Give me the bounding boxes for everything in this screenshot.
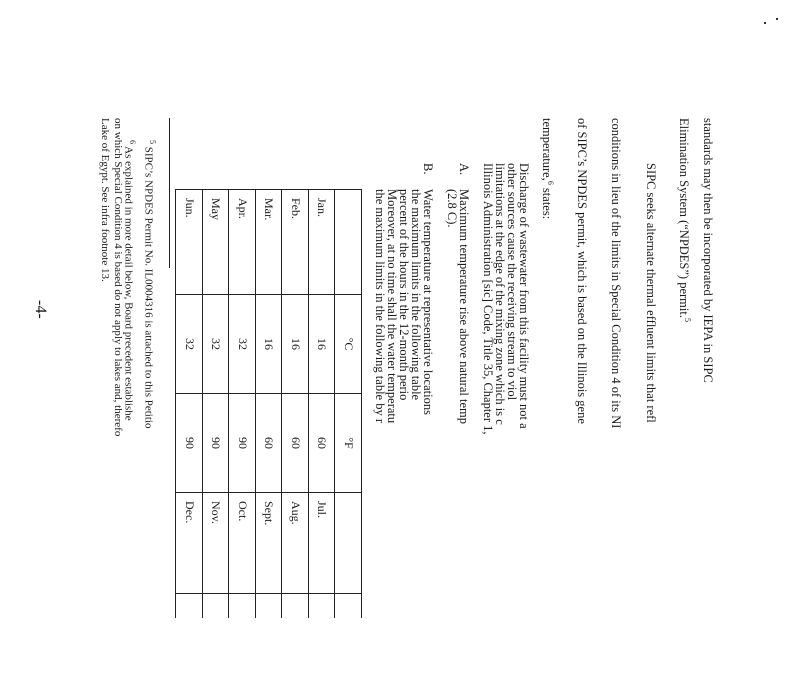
item-b-line-1: Water temperature at representative locations xyxy=(421,189,435,415)
quote-line-4: Illinois Administration [sic] Code, Title 35, Chapter 1, xyxy=(481,163,495,435)
footnote-5 xyxy=(142,140,156,428)
month-cell: Dec. xyxy=(176,493,203,594)
quote-line-1: Discharge of wastewater from this facility must not a xyxy=(517,163,531,429)
footnote-marker: 5 xyxy=(148,140,157,144)
table-row xyxy=(229,190,256,619)
scan-speck xyxy=(764,22,766,24)
table-cell xyxy=(176,594,203,607)
fahrenheit-cell: 90 xyxy=(203,394,230,493)
footnote-ref-5: 5 xyxy=(683,317,692,322)
quote-line-2: other sources cause the receiving stream to viol xyxy=(505,163,519,401)
table-header-cell xyxy=(335,606,362,618)
month-cell: Mar. xyxy=(256,190,283,295)
table-cell xyxy=(229,594,256,607)
table-cell xyxy=(176,606,203,618)
body-line-4: conditions in lieu of the limits in Special Condition 4 of its NI xyxy=(609,118,623,429)
table-cell xyxy=(256,594,283,607)
celsius-cell: 16 xyxy=(256,295,283,394)
celsius-cell: 32 xyxy=(176,295,203,394)
month-cell: Nov. xyxy=(203,493,230,594)
item-b-line-3: percent of the hours in the 12-month perio xyxy=(397,189,411,401)
item-a-label: A. xyxy=(457,163,471,176)
month-cell: Apr. xyxy=(229,190,256,295)
fahrenheit-cell: 90 xyxy=(229,394,256,493)
table-header-cell xyxy=(335,594,362,607)
table-row xyxy=(309,190,336,619)
footnote-text: SIPC’s NPDES Permit No. IL0004316 is attached to this Petitio xyxy=(142,146,155,429)
month-cell: Jan. xyxy=(309,190,336,295)
quote-line-3: limitations at the edge of the mixing zone which is c xyxy=(493,163,507,425)
celsius-cell: 32 xyxy=(229,295,256,394)
table-row xyxy=(256,190,283,619)
fahrenheit-cell: 60 xyxy=(256,394,283,493)
footnote-6-line-2: on which Special Condition 4 is based do not apply to lakes and, therefo xyxy=(112,118,124,437)
table-cell xyxy=(256,606,283,618)
footnote-6-line-3: Lake of Egypt. See infra footnote 13. xyxy=(99,118,111,282)
celsius-cell: 16 xyxy=(282,295,309,394)
table-cell xyxy=(203,606,230,618)
celsius-cell: 16 xyxy=(309,295,336,394)
footnote-6-line-1 xyxy=(122,140,136,421)
month-cell: Jul. xyxy=(309,493,336,594)
table-cell xyxy=(203,594,230,607)
month-cell: Feb. xyxy=(282,190,309,295)
footnote-ref-6: 6 xyxy=(546,180,555,185)
footnote-separator xyxy=(169,118,170,268)
footnote-text: As explained in more detail below, Board precedent establishe xyxy=(122,146,135,421)
table-header-cell: °F xyxy=(335,394,362,493)
table-cell xyxy=(229,606,256,618)
item-b-line-5: the maximum limits in the following table by r xyxy=(373,189,387,423)
item-b-line-2: the maximum limits in the following table xyxy=(409,189,423,401)
fahrenheit-cell: 90 xyxy=(176,394,203,493)
table-row xyxy=(176,190,203,619)
table-row xyxy=(282,190,309,619)
fahrenheit-cell: 60 xyxy=(309,394,336,493)
celsius-cell: 32 xyxy=(203,295,230,394)
table-header-row xyxy=(335,190,362,619)
item-b-label: B. xyxy=(421,163,435,175)
month-cell: Oct. xyxy=(229,493,256,594)
table-row xyxy=(203,190,230,619)
page-number: -4- xyxy=(32,300,49,319)
item-a-line-2: (2.8 C). xyxy=(445,189,459,228)
footnote-marker: 6 xyxy=(128,140,137,144)
body-text: standards may then be incorporated by IEPA in SIPC xyxy=(701,118,715,383)
table-header-cell: °C xyxy=(335,295,362,394)
body-line-5: of SIPC’s NPDES permit, which is based on the Illinois gene xyxy=(575,118,589,424)
body-line-3: SIPC seeks alternate thermal effluent limits that refl xyxy=(644,163,658,423)
table-cell xyxy=(309,594,336,607)
body-line-6: temperature,$^6$ states: xyxy=(539,118,555,220)
fahrenheit-cell: 60 xyxy=(282,394,309,493)
month-cell: Aug. xyxy=(282,493,309,594)
table-header-cell xyxy=(335,190,362,295)
month-cell: Sept. xyxy=(256,493,283,594)
table-cell xyxy=(282,594,309,607)
month-cell: Jun. xyxy=(176,190,203,295)
month-cell: May xyxy=(203,190,230,295)
table-cell xyxy=(282,606,309,618)
table-cell xyxy=(309,606,336,618)
temperature-limits-table xyxy=(176,189,363,618)
item-b-line-4: Moreover, at no time shall the water temperatu xyxy=(385,189,399,424)
item-a-line-1: Maximum temperature rise above natural temp xyxy=(457,189,471,424)
body-line-2: Elimination System (“NPDES”) permit.$^5$ xyxy=(676,118,692,322)
table-header-cell xyxy=(335,493,362,594)
scan-speck xyxy=(776,18,778,20)
body-line-1 xyxy=(702,118,715,690)
